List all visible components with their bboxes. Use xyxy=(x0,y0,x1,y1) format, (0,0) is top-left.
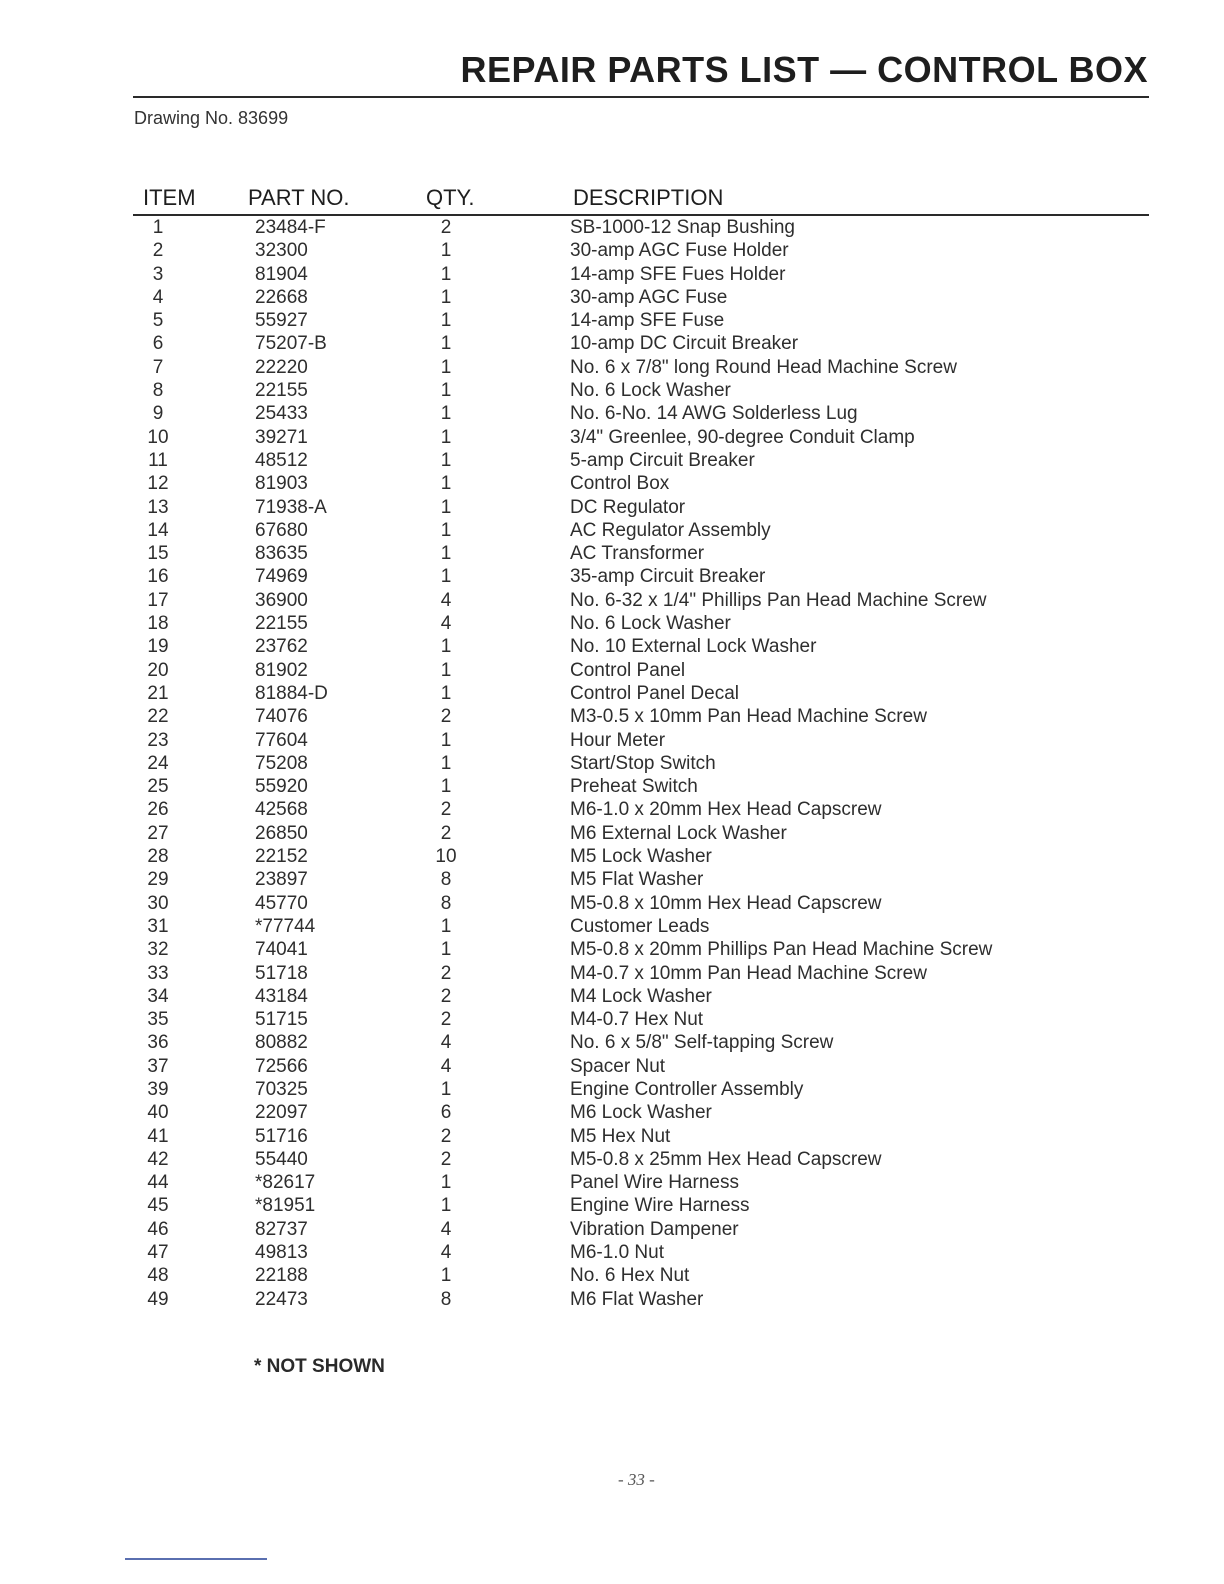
row-qty: 1 xyxy=(440,286,452,308)
table-row xyxy=(133,868,1149,891)
row-part-no: 22155 xyxy=(255,613,308,635)
title-rule xyxy=(133,96,1149,98)
column-header-description: DESCRIPTION xyxy=(573,185,724,210)
row-item: 5 xyxy=(152,310,164,332)
table-row xyxy=(133,892,1149,915)
row-item: 42 xyxy=(147,1148,169,1170)
row-item: 49 xyxy=(147,1288,169,1310)
row-description: Panel Wire Harness xyxy=(570,1172,739,1194)
row-item: 17 xyxy=(147,589,169,611)
table-row xyxy=(133,1218,1149,1241)
row-qty: 1 xyxy=(440,403,452,425)
row-part-no: 32300 xyxy=(255,240,308,262)
row-part-no: 72566 xyxy=(255,1055,308,1077)
row-qty: 1 xyxy=(440,449,452,471)
table-row xyxy=(133,1264,1149,1287)
row-part-no: 81902 xyxy=(255,659,308,681)
row-part-no: 39271 xyxy=(255,426,308,448)
row-part-no: 77604 xyxy=(255,729,308,751)
row-part-no: 81904 xyxy=(255,263,308,285)
row-item: 44 xyxy=(147,1172,169,1194)
row-qty: 4 xyxy=(440,1032,452,1054)
row-description: M5-0.8 x 25mm Hex Head Capscrew xyxy=(570,1148,882,1170)
row-part-no: 51718 xyxy=(255,962,308,984)
row-part-no: 75208 xyxy=(255,752,308,774)
row-description: Control Box xyxy=(570,473,670,495)
row-part-no: 48512 xyxy=(255,449,308,471)
row-qty: 1 xyxy=(440,543,452,565)
row-part-no: 23762 xyxy=(255,636,308,658)
table-row xyxy=(133,402,1149,425)
row-description: Preheat Switch xyxy=(570,776,698,798)
row-item: 16 xyxy=(147,566,169,588)
table-row xyxy=(133,1288,1149,1311)
table-row xyxy=(133,1125,1149,1148)
table-row xyxy=(133,1171,1149,1194)
table-row xyxy=(133,332,1149,355)
table-row xyxy=(133,1055,1149,1078)
table-row xyxy=(133,775,1149,798)
row-item: 7 xyxy=(152,356,164,378)
row-qty: 1 xyxy=(440,915,452,937)
row-qty: 2 xyxy=(440,962,452,984)
column-header-item: ITEM xyxy=(143,185,196,210)
table-row xyxy=(133,635,1149,658)
row-part-no: 22668 xyxy=(255,286,308,308)
row-qty: 1 xyxy=(440,310,452,332)
row-description: M6 Lock Washer xyxy=(570,1102,712,1124)
row-part-no: 22473 xyxy=(255,1288,308,1310)
row-description: M4-0.7 Hex Nut xyxy=(570,1009,704,1031)
row-item: 31 xyxy=(147,915,169,937)
row-item: 39 xyxy=(147,1078,169,1100)
row-item: 11 xyxy=(148,449,168,471)
table-row xyxy=(133,519,1149,542)
row-part-no: 74076 xyxy=(255,706,308,728)
table-row xyxy=(133,379,1149,402)
row-qty: 1 xyxy=(440,333,452,355)
row-qty: 4 xyxy=(440,1218,452,1240)
row-qty: 4 xyxy=(440,1055,452,1077)
row-qty: 1 xyxy=(440,496,452,518)
row-item: 18 xyxy=(147,613,169,635)
row-description: M5-0.8 x 20mm Phillips Pan Head Machine Screw xyxy=(570,939,993,961)
row-description: M6 External Lock Washer xyxy=(570,822,787,844)
row-description: 30-amp AGC Fuse Holder xyxy=(570,240,789,262)
row-description: No. 6 Hex Nut xyxy=(570,1265,690,1287)
row-qty: 1 xyxy=(440,636,452,658)
row-item: 47 xyxy=(147,1242,169,1264)
table-row xyxy=(133,542,1149,565)
table-row xyxy=(133,263,1149,286)
row-part-no: 83635 xyxy=(255,543,308,565)
row-description: Hour Meter xyxy=(570,729,666,751)
row-qty: 1 xyxy=(440,682,452,704)
row-qty: 2 xyxy=(440,822,452,844)
row-description: M6-1.0 Nut xyxy=(570,1242,664,1264)
table-row xyxy=(133,472,1149,495)
row-qty: 1 xyxy=(440,519,452,541)
row-description: No. 10 External Lock Washer xyxy=(570,636,817,658)
row-item: 40 xyxy=(147,1102,169,1124)
row-part-no: 71938-A xyxy=(255,496,327,518)
row-description: Customer Leads xyxy=(570,915,710,937)
column-header-qty: QTY. xyxy=(426,185,475,210)
footnote: * NOT SHOWN xyxy=(254,1356,385,1377)
row-description: Engine Wire Harness xyxy=(570,1195,750,1217)
row-qty: 1 xyxy=(440,1172,452,1194)
row-item: 27 xyxy=(147,822,169,844)
row-item: 41 xyxy=(147,1125,169,1147)
row-item: 8 xyxy=(152,380,164,402)
parts-table-body xyxy=(133,216,1149,1311)
row-part-no: 81884-D xyxy=(255,682,328,704)
table-row xyxy=(133,426,1149,449)
row-part-no: *82617 xyxy=(255,1172,316,1194)
row-item: 23 xyxy=(147,729,169,751)
row-item: 13 xyxy=(147,496,169,518)
row-qty: 4 xyxy=(440,589,452,611)
table-row xyxy=(133,309,1149,332)
row-qty: 2 xyxy=(440,1148,452,1170)
row-qty: 1 xyxy=(440,240,452,262)
table-row xyxy=(133,1241,1149,1264)
row-item: 6 xyxy=(152,333,164,355)
table-row xyxy=(133,822,1149,845)
table-row xyxy=(133,216,1149,239)
row-part-no: 55927 xyxy=(255,310,308,332)
table-header xyxy=(133,185,1149,213)
row-part-no: 70325 xyxy=(255,1078,308,1100)
row-qty: 8 xyxy=(440,869,452,891)
row-item: 36 xyxy=(147,1032,169,1054)
row-item: 29 xyxy=(147,869,169,891)
row-part-no: 81903 xyxy=(255,473,308,495)
row-description: Start/Stop Switch xyxy=(570,752,716,774)
row-description: 14-amp SFE Fuse xyxy=(570,310,725,332)
row-description: Engine Controller Assembly xyxy=(570,1078,804,1100)
row-item: 9 xyxy=(152,403,164,425)
row-qty: 1 xyxy=(440,473,452,495)
row-qty: 2 xyxy=(440,1125,452,1147)
row-part-no: *77744 xyxy=(255,915,316,937)
row-description: 10-amp DC Circuit Breaker xyxy=(570,333,799,355)
row-description: AC Regulator Assembly xyxy=(570,519,771,541)
row-qty: 2 xyxy=(440,799,452,821)
row-part-no: 22188 xyxy=(255,1265,308,1287)
row-qty: 4 xyxy=(440,1242,452,1264)
page-title: REPAIR PARTS LIST — CONTROL BOX xyxy=(460,49,1148,90)
row-qty: 1 xyxy=(440,1195,452,1217)
row-qty: 8 xyxy=(440,1288,452,1310)
column-header-part-no: PART NO. xyxy=(248,185,350,210)
row-item: 2 xyxy=(152,240,164,262)
row-qty: 2 xyxy=(440,217,452,238)
row-description: 14-amp SFE Fues Holder xyxy=(570,263,786,285)
table-row xyxy=(133,682,1149,705)
table-row xyxy=(133,1194,1149,1217)
table-row xyxy=(133,845,1149,868)
row-qty: 1 xyxy=(440,939,452,961)
row-qty: 1 xyxy=(440,729,452,751)
row-description: No. 6-32 x 1/4" Phillips Pan Head Machine Screw xyxy=(570,589,987,611)
row-item: 15 xyxy=(147,543,169,565)
row-part-no: 25433 xyxy=(255,403,308,425)
table-row xyxy=(133,449,1149,472)
row-description: AC Transformer xyxy=(570,543,705,565)
row-part-no: *81951 xyxy=(255,1195,316,1217)
row-description: No. 6 x 7/8" long Round Head Machine Screw xyxy=(570,356,957,378)
row-part-no: 42568 xyxy=(255,799,308,821)
table-row xyxy=(133,752,1149,775)
table-row xyxy=(133,612,1149,635)
row-description: M5 Lock Washer xyxy=(570,846,712,868)
row-item: 33 xyxy=(147,962,169,984)
row-item: 34 xyxy=(147,985,169,1007)
row-part-no: 74041 xyxy=(255,939,308,961)
row-description: Control Panel xyxy=(570,659,686,681)
row-part-no: 22155 xyxy=(255,380,308,402)
table-row xyxy=(133,286,1149,309)
row-item: 46 xyxy=(147,1218,169,1240)
row-qty: 1 xyxy=(440,1078,452,1100)
table-row xyxy=(133,915,1149,938)
row-item: 26 xyxy=(147,799,169,821)
row-item: 28 xyxy=(147,846,169,868)
row-description: No. 6-No. 14 AWG Solderless Lug xyxy=(570,403,858,425)
row-description: Vibration Dampener xyxy=(570,1218,739,1240)
row-part-no: 26850 xyxy=(255,822,308,844)
table-row xyxy=(133,1031,1149,1054)
row-part-no: 23897 xyxy=(255,869,308,891)
row-part-no: 74969 xyxy=(255,566,308,588)
row-description: 30-amp AGC Fuse xyxy=(570,286,728,308)
row-description: 35-amp Circuit Breaker xyxy=(570,566,766,588)
row-item: 48 xyxy=(147,1265,169,1287)
row-part-no: 49813 xyxy=(255,1242,308,1264)
row-part-no: 82737 xyxy=(255,1218,308,1240)
row-description: 3/4" Greenlee, 90-degree Conduit Clamp xyxy=(570,426,915,448)
row-item: 3 xyxy=(152,263,164,285)
table-row xyxy=(133,1148,1149,1171)
row-item: 24 xyxy=(147,752,169,774)
row-item: 30 xyxy=(147,892,169,914)
bottom-rule xyxy=(125,1558,267,1560)
row-qty: 2 xyxy=(440,1009,452,1031)
row-qty: 1 xyxy=(440,1265,452,1287)
row-qty: 1 xyxy=(440,263,452,285)
row-item: 45 xyxy=(147,1195,169,1217)
row-description: No. 6 x 5/8" Self-tapping Screw xyxy=(570,1032,834,1054)
row-qty: 2 xyxy=(440,706,452,728)
row-description: No. 6 Lock Washer xyxy=(570,613,731,635)
table-row xyxy=(133,565,1149,588)
row-description: M5 Flat Washer xyxy=(570,869,704,891)
row-part-no: 43184 xyxy=(255,985,308,1007)
table-row xyxy=(133,589,1149,612)
row-qty: 1 xyxy=(440,776,452,798)
row-qty: 8 xyxy=(440,892,452,914)
row-part-no: 22097 xyxy=(255,1102,308,1124)
table-row xyxy=(133,659,1149,682)
row-item: 10 xyxy=(147,426,169,448)
row-part-no: 67680 xyxy=(255,519,308,541)
row-qty: 1 xyxy=(440,426,452,448)
row-part-no: 80882 xyxy=(255,1032,308,1054)
row-item: 35 xyxy=(147,1009,169,1031)
row-item: 20 xyxy=(147,659,169,681)
row-item: 25 xyxy=(147,776,169,798)
row-part-no: 51715 xyxy=(255,1009,308,1031)
row-description: No. 6 Lock Washer xyxy=(570,380,731,402)
row-item: 37 xyxy=(147,1055,169,1077)
table-row xyxy=(133,985,1149,1008)
row-qty: 10 xyxy=(435,846,457,868)
row-item: 4 xyxy=(152,286,164,308)
row-qty: 1 xyxy=(440,356,452,378)
row-item: 14 xyxy=(147,519,169,541)
page-number: - 33 - xyxy=(618,1470,655,1489)
table-row xyxy=(133,729,1149,752)
row-qty: 1 xyxy=(440,380,452,402)
row-item: 22 xyxy=(147,706,169,728)
row-qty: 1 xyxy=(440,566,452,588)
row-part-no: 23484-F xyxy=(255,217,326,238)
table-row xyxy=(133,938,1149,961)
table-row xyxy=(133,705,1149,728)
table-row xyxy=(133,239,1149,262)
table-row xyxy=(133,496,1149,519)
row-description: M6 Flat Washer xyxy=(570,1288,704,1310)
row-part-no: 55440 xyxy=(255,1148,308,1170)
row-part-no: 55920 xyxy=(255,776,308,798)
table-row xyxy=(133,356,1149,379)
row-description: DC Regulator xyxy=(570,496,686,518)
row-part-no: 45770 xyxy=(255,892,308,914)
row-item: 32 xyxy=(147,939,169,961)
row-part-no: 22152 xyxy=(255,846,308,868)
table-row xyxy=(133,1078,1149,1101)
row-item: 19 xyxy=(147,636,169,658)
row-description: SB-1000-12 Snap Bushing xyxy=(570,217,795,238)
drawing-number: Drawing No. 83699 xyxy=(134,108,289,128)
row-description: 5-amp Circuit Breaker xyxy=(570,449,755,471)
table-row xyxy=(133,1008,1149,1031)
row-item: 21 xyxy=(147,682,169,704)
row-part-no: 22220 xyxy=(255,356,308,378)
row-part-no: 75207-B xyxy=(255,333,327,355)
row-description: M5-0.8 x 10mm Hex Head Capscrew xyxy=(570,892,882,914)
row-description: M3-0.5 x 10mm Pan Head Machine Screw xyxy=(570,706,927,728)
row-qty: 2 xyxy=(440,985,452,1007)
row-description: M4-0.7 x 10mm Pan Head Machine Screw xyxy=(570,962,927,984)
row-description: M6-1.0 x 20mm Hex Head Capscrew xyxy=(570,799,882,821)
row-qty: 1 xyxy=(440,752,452,774)
row-description: Spacer Nut xyxy=(570,1055,666,1077)
table-row xyxy=(133,962,1149,985)
row-qty: 6 xyxy=(440,1102,452,1124)
table-row xyxy=(133,798,1149,821)
table-row xyxy=(133,1101,1149,1124)
row-qty: 4 xyxy=(440,613,452,635)
row-item: 1 xyxy=(152,217,164,238)
row-item: 12 xyxy=(147,473,169,495)
row-description: M4 Lock Washer xyxy=(570,985,712,1007)
row-description: Control Panel Decal xyxy=(570,682,739,704)
row-description: M5 Hex Nut xyxy=(570,1125,671,1147)
row-part-no: 51716 xyxy=(255,1125,308,1147)
row-qty: 1 xyxy=(440,659,452,681)
row-part-no: 36900 xyxy=(255,589,308,611)
